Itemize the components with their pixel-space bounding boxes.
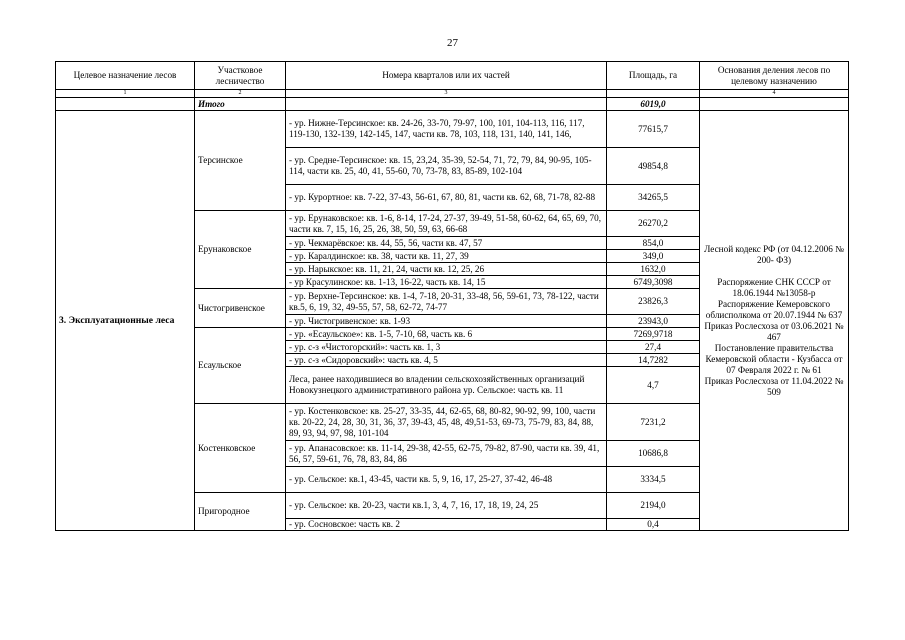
- area-cell: 10686,8: [607, 441, 700, 467]
- quarters-cell: - ур. Сельское: кв. 20-23, части кв.1, 3, 4, 7, 16, 17, 18, 19, 24, 25: [286, 493, 607, 519]
- header-area: Площадь, га: [607, 62, 700, 90]
- quarters-cell: - ур. Ерунаковское: кв. 1-6, 8-14, 17-24, 27-37, 39-49, 51-58, 60-62, 64, 65, 69, 70, части кв. 7, 15, 16, 25, 26, 38, 50, 59, 63, 66-68: [286, 211, 607, 237]
- quarters-cell: - ур. с-з «Сидоровский»: часть кв. 4, 5: [286, 354, 607, 367]
- area-cell: 49854,8: [607, 148, 700, 185]
- forest-purpose-table: [55, 61, 849, 531]
- quarters-cell: - ур. Каралдинское: кв. 38, части кв. 11, 27, 39: [286, 250, 607, 263]
- quarters-cell: - ур. Сельское: кв.1, 43-45, части кв. 5, 9, 16, 17, 25-27, 37-42, 46-48: [286, 467, 607, 493]
- area-cell: 854,0: [607, 237, 700, 250]
- header-basis: Основания деления лесов по целевому назначению: [700, 62, 849, 90]
- quarters-cell: - ур. «Есаульское»: кв. 1-5, 7-10, 68, часть кв. 6: [286, 328, 607, 341]
- basis-cell: [700, 111, 849, 531]
- area-cell: 1632,0: [607, 263, 700, 276]
- header-district: Участковое лесничество: [195, 62, 286, 90]
- index-cell: 1: [56, 90, 195, 98]
- quarters-cell: - ур. Верхне-Терсинское: кв. 1-4, 7-18, 20-31, 33-48, 56, 59-61, 73, 78-122, части кв.5, 6, 19, 32, 49-55, 57, 58, 62-72, 74-77: [286, 289, 607, 315]
- header-row: [56, 62, 849, 90]
- area-cell: 77615,7: [607, 111, 700, 148]
- quarters-cell: - ур. Сосновское: часть кв. 2: [286, 519, 607, 531]
- quarters-cell: - ур. с-з «Чистогорский»: часть кв. 1, 3: [286, 341, 607, 354]
- area-cell: 34265,5: [607, 185, 700, 211]
- total-label: Итого: [195, 98, 286, 111]
- district-tersinskoe: Терсинское: [195, 111, 286, 211]
- index-cell: 3: [286, 90, 607, 98]
- area-cell: 23943,0: [607, 315, 700, 328]
- area-cell: 349,0: [607, 250, 700, 263]
- table-row: [56, 111, 849, 148]
- total-value: 6019,0: [607, 98, 700, 111]
- total-empty-cell: [700, 98, 849, 111]
- quarters-cell: - ур. Чекмарёвское: кв. 44, 55, 56, части кв. 47, 57: [286, 237, 607, 250]
- quarters-cell: - ур. Курортное: кв. 7-22, 37-43, 56-61, 67, 80, 81, части кв. 62, 68, 71-78, 82-88: [286, 185, 607, 211]
- district-erunakovskoe: Ерунаковское: [195, 211, 286, 289]
- total-row: [56, 98, 849, 111]
- basis-line: Приказ Рослесхоза от 03.06.2021 № 467: [704, 320, 844, 342]
- quarters-cell: Леса, ранее находившиеся во владении сельскохозяйственных организаций Новокузнецкого административного района ур. Сельское: часть кв. 11: [286, 367, 607, 404]
- area-cell: 7231,2: [607, 404, 700, 441]
- area-cell: 3334,5: [607, 467, 700, 493]
- district-prigorodnoe: Пригородное: [195, 493, 286, 531]
- index-cell: 2: [195, 90, 286, 98]
- district-chistogrivenskoe: Чистогривенское: [195, 289, 286, 328]
- area-cell: 6749,3098: [607, 276, 700, 289]
- area-cell: 26270,2: [607, 211, 700, 237]
- quarters-cell: - ур Красулинское: кв. 1-13, 16-22, часть кв. 14, 15: [286, 276, 607, 289]
- quarters-cell: - ур. Чистогривенское: кв. 1-93: [286, 315, 607, 328]
- quarters-cell: - ур. Нижне-Терсинское: кв. 24-26, 33-70, 79-97, 100, 101, 104-113, 116, 117, 119-130, 132-139, 142-145, 147, части кв. 78, 103, 118, 131, 140, 141, 146,: [286, 111, 607, 148]
- area-cell: 2194,0: [607, 493, 700, 519]
- area-cell: 7269,9718: [607, 328, 700, 341]
- basis-line: Распоряжение СНК СССР от 18.06.1944 №13058-р: [717, 276, 831, 298]
- basis-line: Распоряжение Кемеровского облисполкома от 20.07.1944 № 637: [705, 298, 843, 320]
- area-cell: 23826,3: [607, 289, 700, 315]
- index-cell: 4: [700, 90, 849, 98]
- page-number: 27: [447, 37, 458, 49]
- index-cell: [607, 90, 700, 98]
- quarters-cell: - ур. Костенковское: кв. 25-27, 33-35, 44, 62-65, 68, 80-82, 90-92, 99, 100, части кв. 20-22, 24, 28, 30, 31, 36, 37, 39-43, 45, 48, 49,51-53, 69-73, 75-79, 83, 84, 88, 89, 93, 94, 97, 98, 101-104: [286, 404, 607, 441]
- basis-line: Лесной кодекс РФ (от 04.12.2006 № 200- ФЗ): [704, 243, 844, 265]
- area-cell: 27,4: [607, 341, 700, 354]
- quarters-cell: - ур. Апанасовское: кв. 11-14, 29-38, 42-55, 62-75, 79-82, 87-90, части кв. 39, 41, 56, 57, 59-61, 76, 78, 83, 84, 86: [286, 441, 607, 467]
- header-index-row: [56, 90, 849, 98]
- district-esaulskoe: Есаульское: [195, 328, 286, 404]
- basis-line: Приказ Рослесхоза от 11.04.2022 № 509: [704, 375, 844, 397]
- district-kostenkovskoe: Костенковское: [195, 404, 286, 493]
- area-cell: 4,7: [607, 367, 700, 404]
- basis-line: Постановление правительства Кемеровской области - Кузбасса от 07 Февраля 2022 г. № 61: [705, 342, 843, 375]
- header-purpose: Целевое назначение лесов: [56, 62, 195, 90]
- category-cell: 3. Эксплуатационные леса: [56, 111, 195, 531]
- quarters-cell: - ур. Средне-Терсинское: кв. 15, 23,24, 35-39, 52-54, 71, 72, 79, 84, 90-95, 105-114, части кв. 25, 40, 41, 55-60, 70, 73-78, 83, 85-89, 102-104: [286, 148, 607, 185]
- total-empty-cell: [56, 98, 195, 111]
- total-empty-cell: [286, 98, 607, 111]
- header-quarters: Номера кварталов или их частей: [286, 62, 607, 90]
- area-cell: 0,4: [607, 519, 700, 531]
- quarters-cell: - ур. Нарыкское: кв. 11, 21, 24, части кв. 12, 25, 26: [286, 263, 607, 276]
- area-cell: 14,7282: [607, 354, 700, 367]
